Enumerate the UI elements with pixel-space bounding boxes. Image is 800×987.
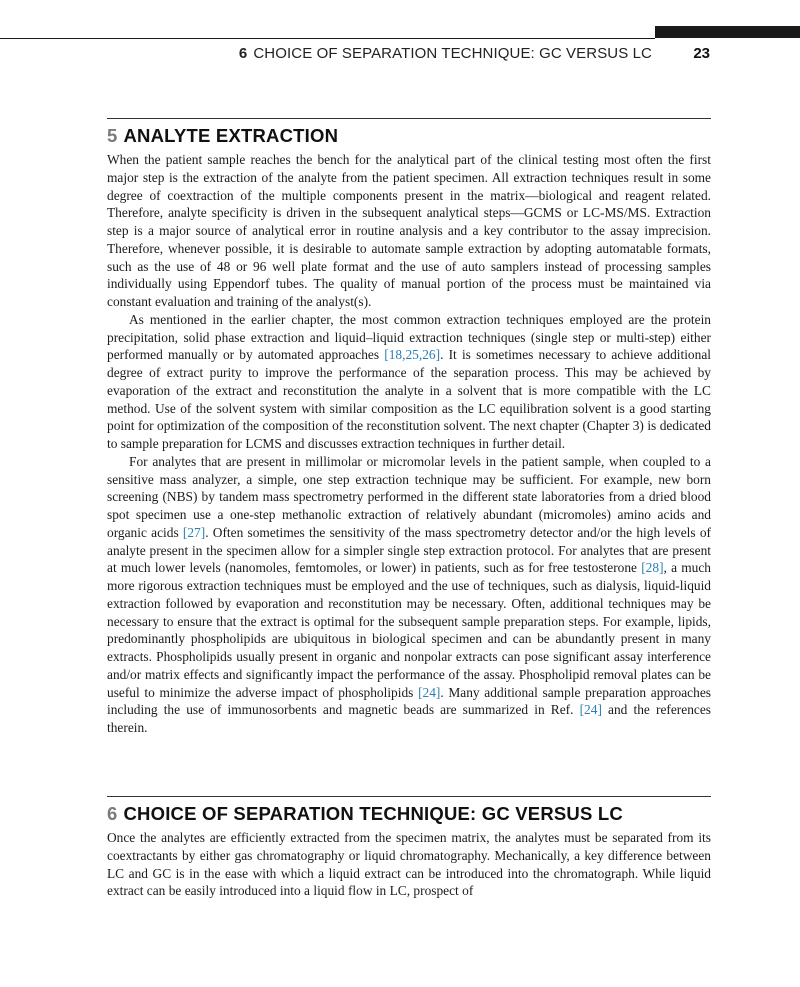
section-5-heading (107, 125, 711, 147)
section-5-rule (107, 118, 711, 119)
paragraph-text: Once the analytes are efficiently extracted from the specimen matrix, the analytes must be separated from its coextractants by either gas chromatography or liquid chromatography. Mechanically, a key difference between LC and GC is in the ease with which a liquid extract can be introduced into the chromatograph. While liquid extract can be easily introduced into a liquid flow in LC, prospect of (107, 830, 711, 899)
paragraph (107, 311, 711, 453)
paragraph-text: As mentioned in the earlier chapter, the most common extraction techniques employed are the protein precipitation, solid phase extraction and liquid–liquid extraction techniques (single step or multi-step) either performed manually or by automated approaches (107, 311, 711, 363)
citation-link[interactable]: [24] (418, 684, 441, 700)
paragraph-text: For analytes that are present in millimolar or micromolar levels in the patient sample, when coupled to a sensitive mass analyzer, a simple, one step extraction technique may be sufficient. For example, new born screening (NBS) by tandem mass spectrometry performed in the different state laboratories from a dried blood spot specimen use a one-step methanolic extraction of relatively abundant (micromoles) amino acids and organic acids (107, 453, 711, 540)
running-head (239, 42, 652, 64)
header-rule (0, 38, 655, 39)
paragraph (107, 151, 711, 311)
section-6-number: 6 (107, 803, 118, 824)
section-6-body (107, 829, 711, 900)
running-head-title: CHOICE OF SEPARATION TECHNIQUE: GC VERSUS LC (253, 44, 652, 62)
header-bar (655, 26, 800, 38)
paragraph-text: , a much more rigorous extraction techniques must be employed and the use of techniques, such as dialysis, liquid-liquid extraction followed by evaporation and reconstitution may be necessary. Often, additional techniques may be necessary to ensure that the extract is optimal for the subsequent sample preparation steps. For example, lipids, predominantly phospholipids are ubiquitous in biological specimen and can be abundantly present in many extracts. Phospholipids usually present in organic and nonpolar extracts can pose significant assay interference and/or matrix effects and significantly impact the performance of the assay. Phospholipid removal plates can be useful to minimize the adverse impact of phospholipids (107, 560, 711, 700)
section-5-body (107, 151, 711, 737)
paragraph-text: When the patient sample reaches the bench for the analytical part of the clinical testing most often the first major step is the extraction of the analyte from the patient specimen. All extraction techniques result in some degree of coextraction of the multiple components present in the matrix—biological and reagent related. Therefore, analyte specificity is driven in the subsequent analytical steps—GCMS or LC-MS/MS. Extraction step is a major source of analytical error in routine analysis and a key contributor to the assay imprecision. Therefore, whenever possible, it is desirable to automate sample extraction by adopting automatable formats, such as the use of 48 or 96 well plate format and the use of auto samplers instead of processing samples individually using Eppendorf tubes. The quality of manual portion of the process must be maintained via constant evaluation and training of the analyst(s). (107, 152, 711, 309)
page-number: 23 (693, 44, 710, 62)
section-6-rule (107, 796, 711, 797)
citation-link[interactable]: [18,25,26] (384, 347, 441, 363)
section-6-title: CHOICE OF SEPARATION TECHNIQUE: GC VERSUS LC (123, 803, 623, 824)
paragraph-text: . It is sometimes necessary to achieve additional degree of extract purity to improve the performance of the separation process. This may be achieved by evaporation of the extract and reconstitution the analyte in a solvent that is more compatible with the LC method. Use of the solvent system with similar composition as the LC equilibration solvent is a good starting point for optimization of the composition of the reconstitution solvent. The next chapter (Chapter 3) is dedicated to sample preparation for LCMS and discusses extraction techniques in further detail. (107, 347, 711, 451)
paragraph-text: . Often sometimes the sensitivity of the mass spectrometry detector and/or the high levels of analyte present in the specimen allow for a simpler single step extraction protocol. For analytes that are present at much lower levels (nanomoles, femtomoles, or lower) in patients, such as for free testosterone (107, 524, 711, 576)
citation-link[interactable]: [24] (579, 702, 602, 718)
section-5-title: ANALYTE EXTRACTION (123, 125, 339, 146)
citation-link[interactable]: [27] (182, 524, 206, 540)
paragraph (107, 829, 711, 900)
citation-link[interactable]: [28] (641, 560, 664, 576)
paragraph-text: and the references therein. (107, 702, 711, 735)
section-6-heading (107, 803, 711, 825)
running-head-chapter-number: 6 (238, 44, 248, 62)
paragraph-text: . Many additional sample preparation approaches including the use of immunosorbents and magnetic beads are summarized in Ref. (107, 684, 711, 718)
paragraph (107, 453, 711, 737)
section-5-number: 5 (107, 125, 118, 146)
